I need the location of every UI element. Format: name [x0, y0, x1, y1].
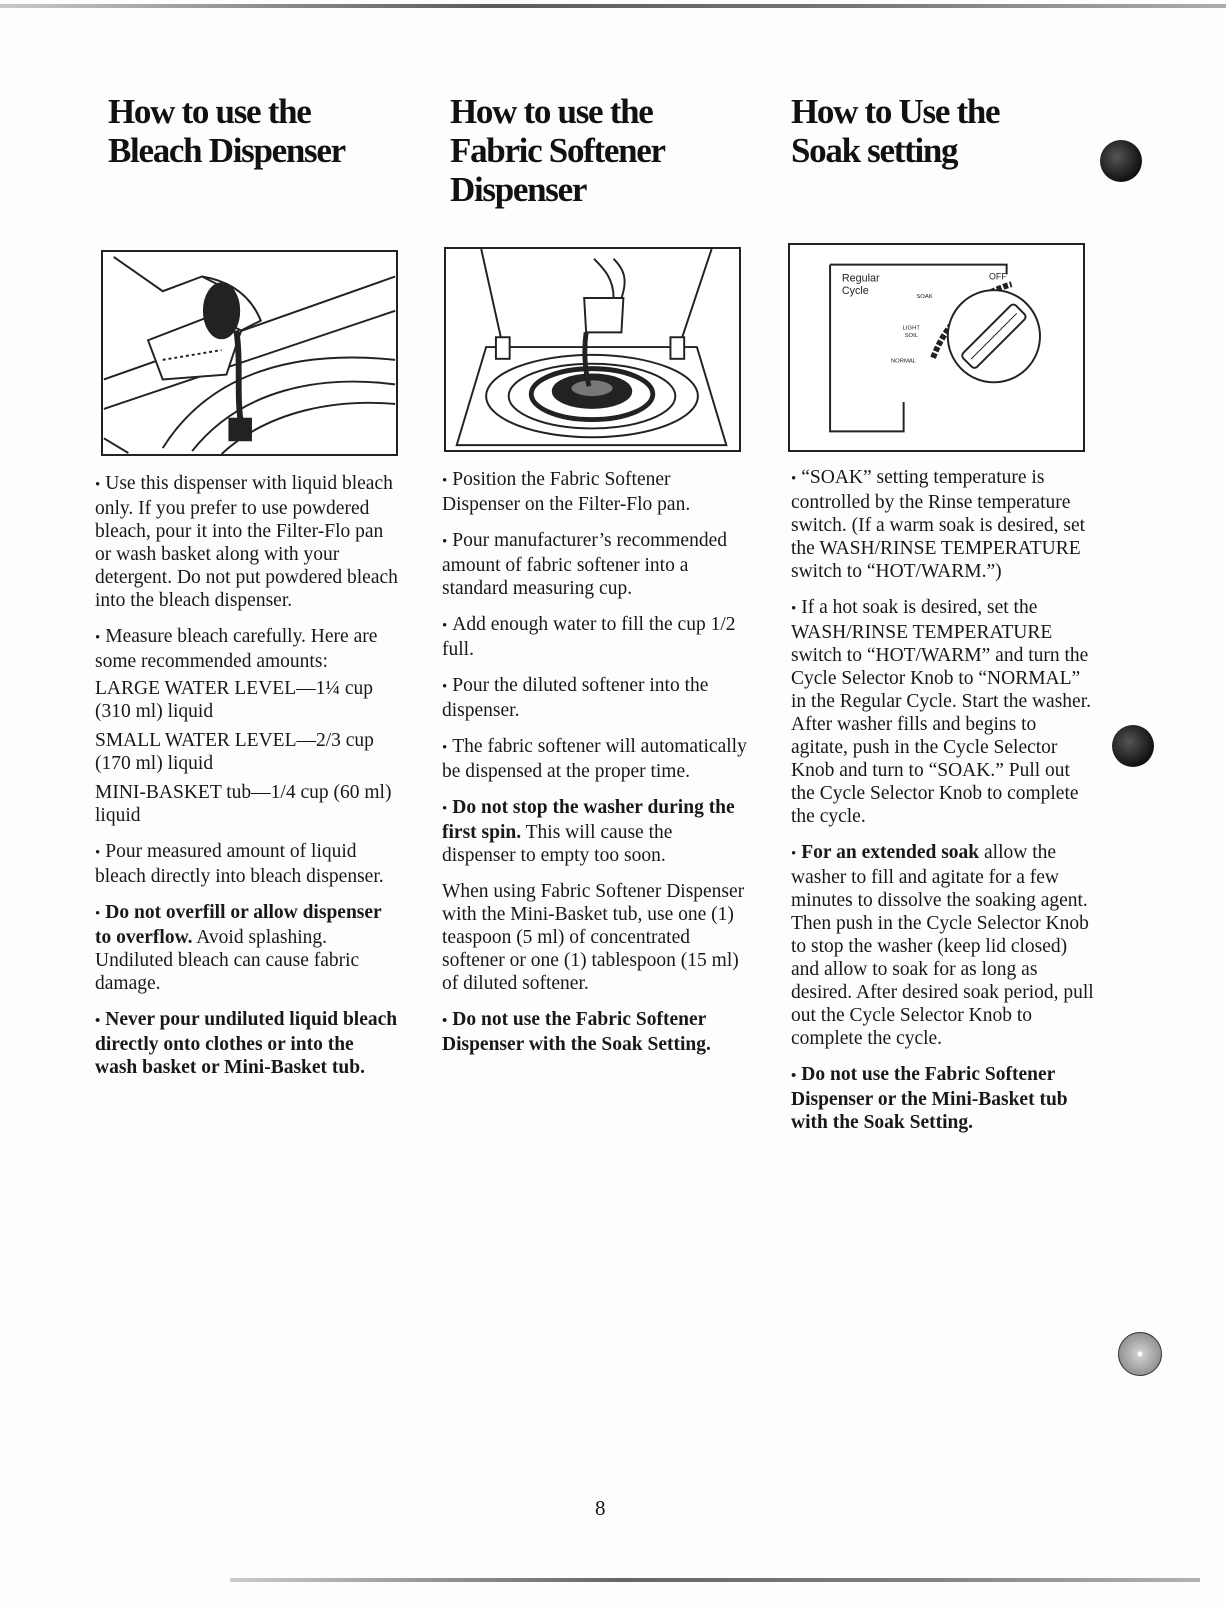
soak-extended-rest: allow the washer to fill and agitate for a few minutes to dissolve the soaking agent. Then push in the Cycle Selector Knob to stop the washer (keep lid closed) and allow to soak for as long as desired. After desired soak period, pull out the Cycle Selector Knob to complete the cycle.: [791, 842, 1094, 1049]
dial-label-off: OFF: [988, 271, 1007, 282]
softener-paragraph: • The fabric softener will automatically be dispensed at the proper time.: [442, 735, 747, 783]
bleach-paragraph: • Measure bleach carefully. Here are some recommended amounts:: [95, 625, 400, 673]
scan-edge-top: [0, 4, 1226, 8]
softener-paragraph: • Position the Fabric Softener Dispenser on the Filter-Flo pan.: [442, 468, 747, 516]
softener-heading: [450, 92, 665, 209]
cycle-dial-illustration: [788, 243, 1085, 452]
bleach-overfill-note: [95, 901, 400, 995]
soak-extended-note: [791, 841, 1096, 1050]
dial-label-cycle: Cycle: [841, 285, 869, 298]
softener-paragraph: • Add enough water to fill the cup 1/2 full.: [442, 613, 747, 661]
softener-spin-bold: Do not stop the washer during the first spin.: [442, 797, 735, 843]
softener-column: [442, 468, 747, 1069]
softener-paragraph: • Pour the diluted softener into the dispenser.: [442, 674, 747, 722]
softener-mini-basket-note: When using Fabric Softener Dispenser with the Mini-Basket tub, use one (1) teaspoon (5 ml) of concentrated softener or one (1) tablespoon (15 ml) of diluted softener.: [442, 881, 745, 994]
soak-paragraph: • “SOAK” setting temperature is controlled by the Rinse temperature switch. (If a warm soak is desired, set the WASH/RINSE TEMPERATURE switch to “HOT/WARM.”): [791, 466, 1096, 583]
section-tab-marker: [1100, 140, 1142, 182]
soak-heading: [791, 92, 999, 170]
dial-label-regular: Regular: [841, 272, 880, 285]
bleach-amount-large: LARGE WATER LEVEL—1¼ cup (310 ml) liquid: [95, 678, 374, 722]
bleach-amount-small: SMALL WATER LEVEL—2/3 cup (170 ml) liquid: [95, 730, 374, 774]
soak-paragraph: • If a hot soak is desired, set the WASH/RINSE TEMPERATURE switch to “HOT/WARM” and turn the Cycle Selector Knob to “NORMAL” in the Regular Cycle. Start the washer. After washer fills and begins to agitate, push in the Cycle Selector Knob and turn to “SOAK.” Pull out the Cycle Selector Knob to complete the cycle.: [791, 596, 1096, 828]
heading-line: Fabric Softener: [450, 131, 665, 170]
heading-line: Soak setting: [791, 131, 958, 170]
softener-warning: • Do not use the Fabric Softener Dispenser with the Soak Setting.: [442, 1008, 747, 1056]
section-tab-marker: [1112, 725, 1154, 767]
section-tab-marker: [1118, 1332, 1162, 1376]
heading-line: How to use the: [450, 92, 653, 131]
bleach-overfill-rest: Avoid splashing. Undiluted bleach can cause fabric damage.: [95, 927, 360, 994]
bleach-pour-instruction: • Pour measured amount of liquid bleach directly into bleach dispenser.: [95, 840, 400, 888]
dial-label-soak: SOAK: [916, 293, 933, 300]
bleach-pour-illustration: [101, 250, 398, 456]
softener-spin-note: [442, 796, 747, 867]
softener-spin-rest: This will cause the dispenser to empty too soon.: [442, 822, 673, 866]
dial-label-light: LIGHT: [902, 325, 920, 332]
bleach-warning: • Never pour undiluted liquid bleach directly onto clothes or into the wash basket or Mini-Basket tub.: [95, 1008, 400, 1079]
soak-column: [791, 466, 1096, 1147]
bleach-amount-mini: MINI-BASKET tub—1/4 cup (60 ml) liquid: [95, 782, 392, 826]
bleach-column: [95, 472, 400, 1092]
bleach-paragraph: • Use this dispenser with liquid bleach only. If you prefer to use powdered bleach, pour it into the Filter-Flo pan or wash basket along with your detergent. Do not put powdered bleach into the bleach dispenser.: [95, 472, 400, 612]
soak-extended-bold: For an extended soak: [801, 842, 980, 863]
heading-line: How to use the: [108, 92, 311, 131]
heading-line: Bleach Dispenser: [108, 131, 345, 170]
dial-label-soil: SOIL: [904, 333, 919, 340]
page-number: 8: [595, 1496, 606, 1520]
bleach-heading: [108, 92, 345, 170]
softener-pour-illustration: [444, 247, 741, 452]
softener-paragraph: • Pour manufacturer’s recommended amount of fabric softener into a standard measuring cup.: [442, 529, 747, 600]
bleach-overfill-bold: Do not overfill or allow dispenser to overflow.: [95, 902, 382, 948]
soak-warning: • Do not use the Fabric Softener Dispenser or the Mini-Basket tub with the Soak Setting.: [791, 1063, 1096, 1134]
dial-label-normal: NORMAL: [890, 358, 917, 365]
heading-line: Dispenser: [450, 170, 587, 209]
heading-line: How to Use the: [791, 92, 1000, 131]
scan-edge-bottom: [230, 1578, 1200, 1582]
